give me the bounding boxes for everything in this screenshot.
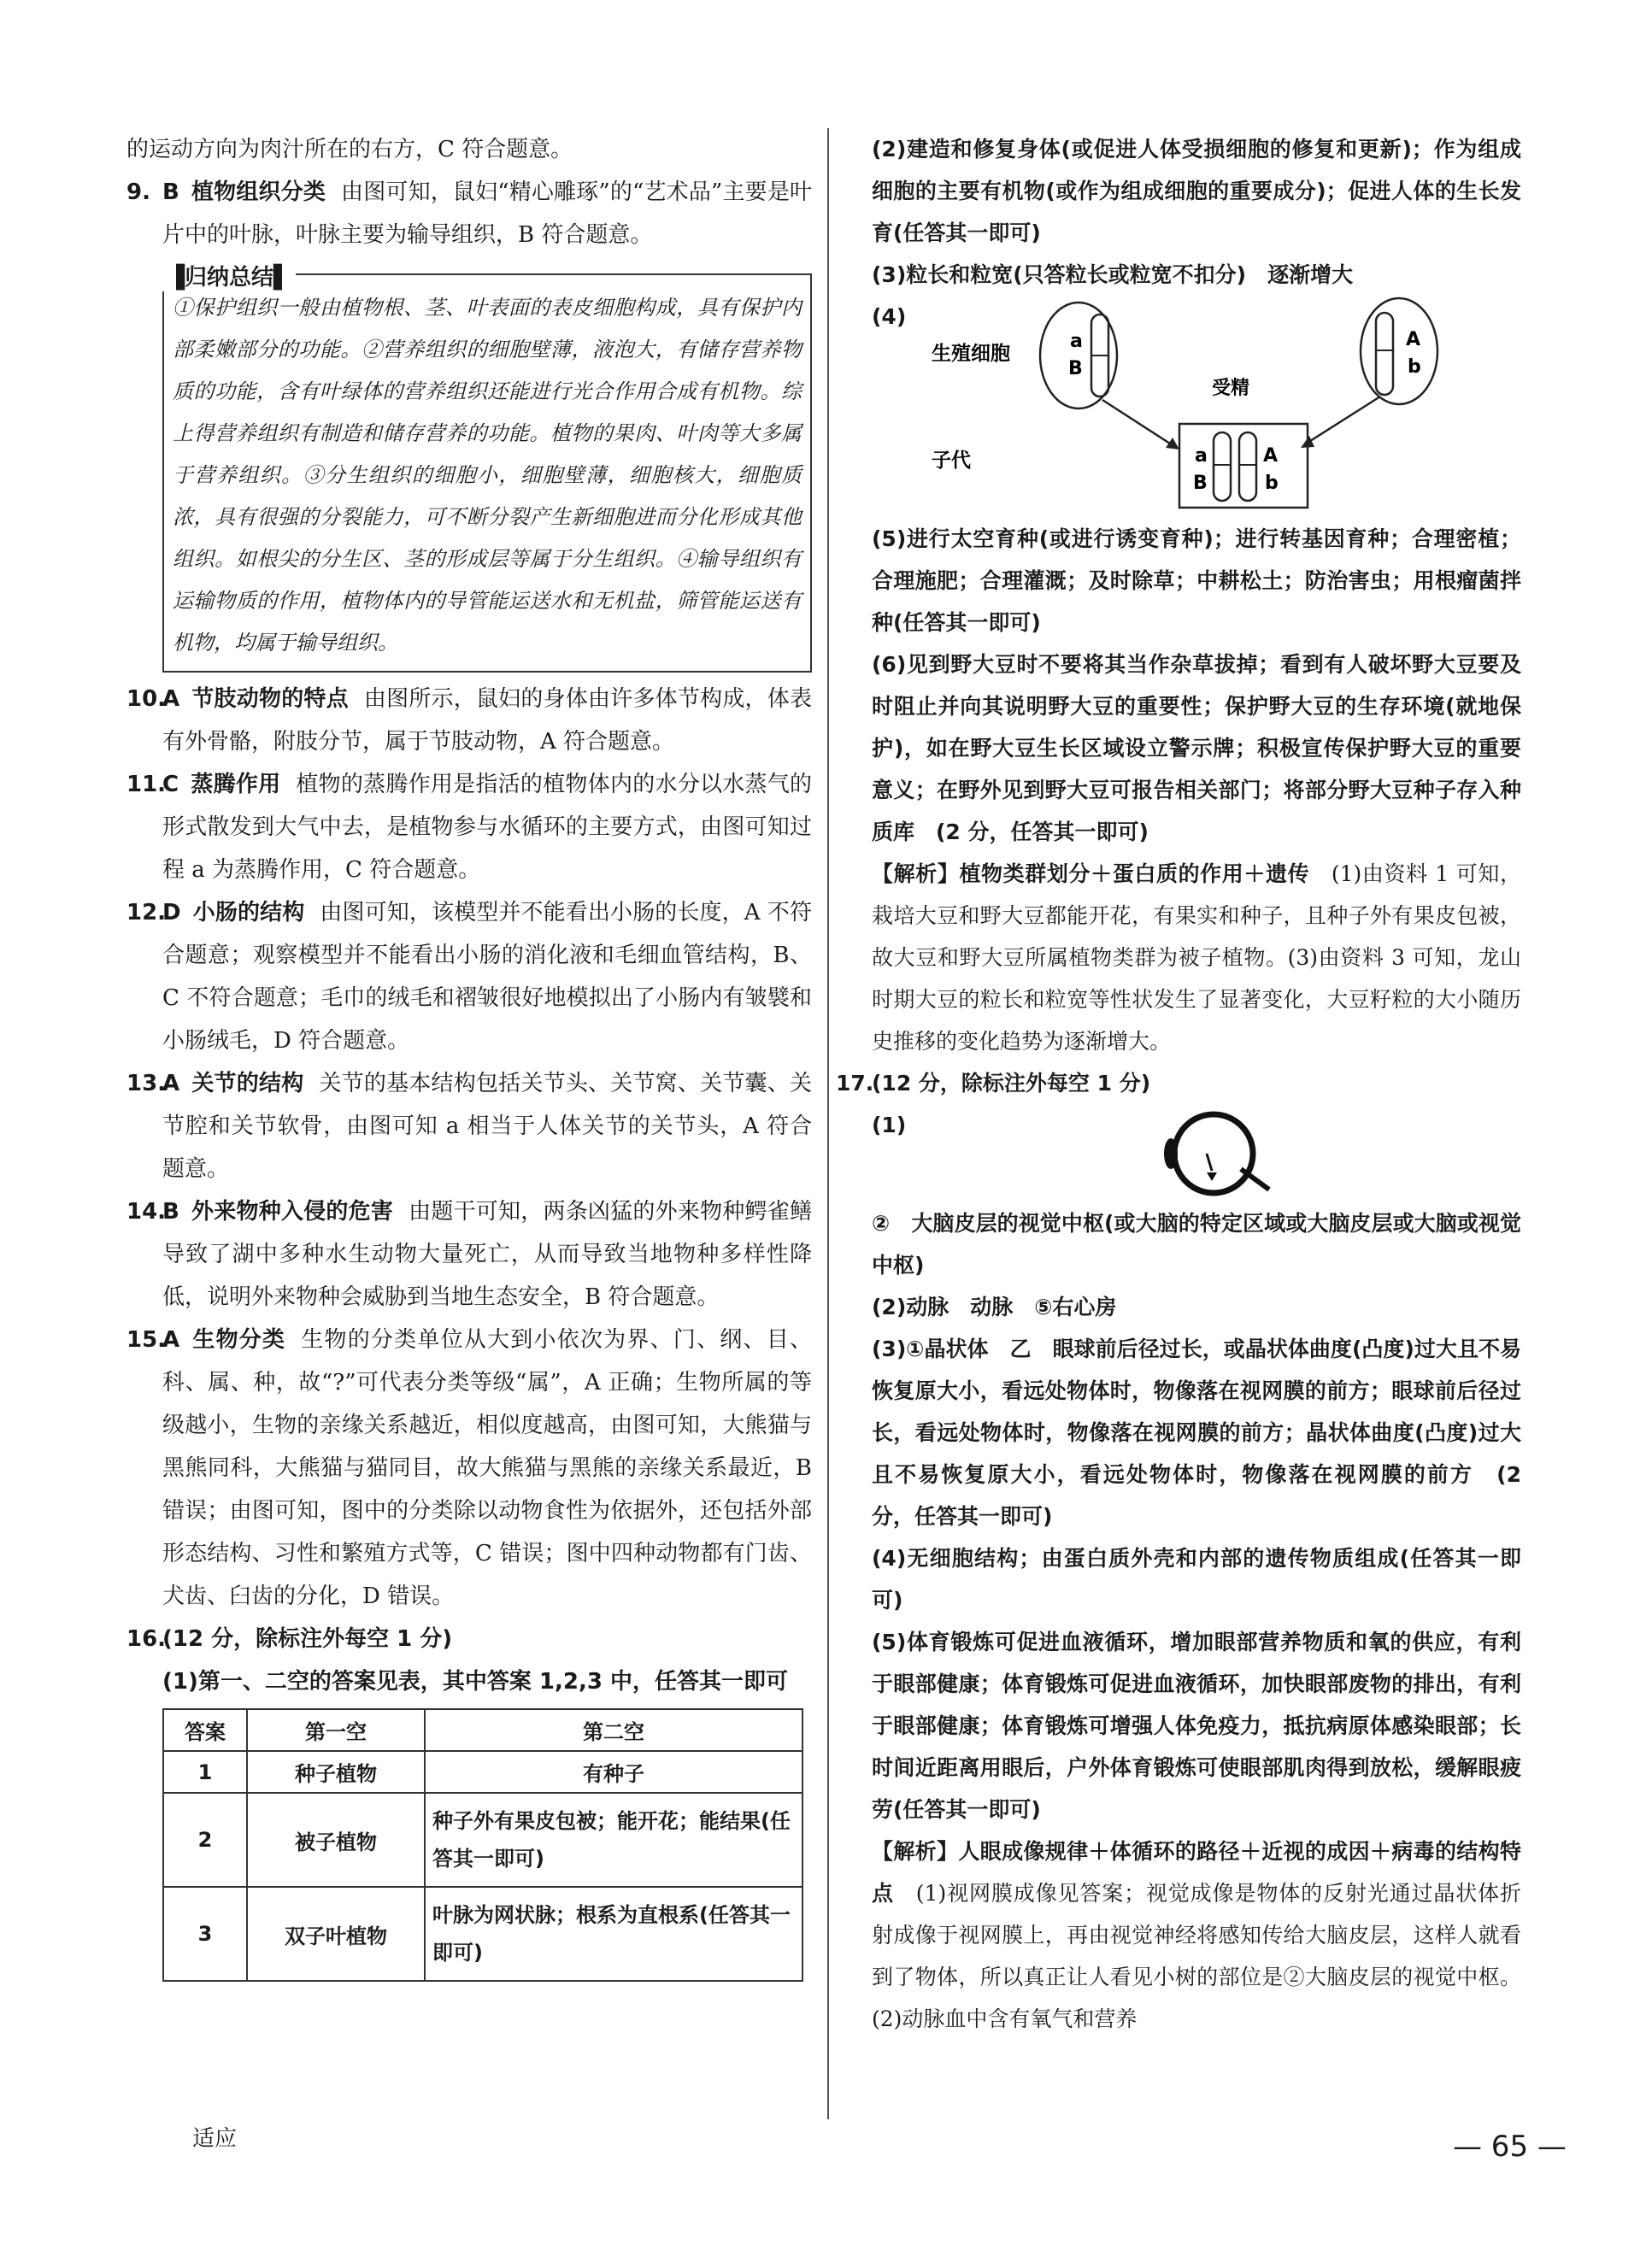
- summary-title-text: 归纳总结: [185, 265, 274, 291]
- q17-analysis-text: (1)视网膜成像见答案；视觉成像是物体的反射光通过晶状体折射成像于视网膜上，再由视觉神经将感知传给大脑皮层，这样人就看到了物体，所以真正让人看见小树的部位是②大脑皮层的视觉中枢。(2)动脉血中含有氧气和营养: [872, 1881, 1521, 2031]
- summary-title: ▐归纳总结▌: [162, 260, 296, 291]
- fertilization-label: 受精: [1212, 378, 1250, 399]
- table-cell: 叶脉为网状脉；根系为直根系(任答其一即可): [425, 1887, 802, 1981]
- q16-part5: (5)进行太空育种(或进行诱变育种)；进行转基因育种；合理密植；合理施肥；合理灌溉；及时除草；中耕松土；防治害虫；用根瘤菌拌种(任答其一即可): [872, 526, 1521, 635]
- q17-part1-label: (1): [872, 1113, 907, 1137]
- q10-number: 10.: [126, 686, 167, 712]
- q16-number: 16.: [126, 1626, 167, 1652]
- child-chromosome-2: [1239, 432, 1256, 501]
- q12-number: 12.: [126, 900, 167, 925]
- q9-text: 由图可知，鼠妇“精心雕琢”的“艺术品”主要是叶片中的叶脉，叶脉主要为输导组织，B 符合题意。: [162, 179, 812, 248]
- table-cell: 3: [163, 1887, 247, 1981]
- table-cell: 有种子: [425, 1751, 802, 1793]
- child-gene-left-1: a: [1195, 445, 1208, 467]
- q17-part3: (3)①晶状体 乙 眼球前后径过长，或晶状体曲度(凸度)过大且不易恢复原大小，看远处物体时，物像落在视网膜的前方；眼球前后径过长，看远处物体时，物像落在视网膜的前方；晶状体曲度(凸度)过大且不易恢复原大小，看远处物体时，物像落在视网膜的前方 (2 分，任答其一即可): [872, 1337, 1521, 1529]
- germ-cell-label: 生殖细胞: [932, 343, 1010, 365]
- table-cell: 1: [163, 1751, 247, 1793]
- question-14: [126, 1190, 812, 1319]
- q17-part2: (2)动脉 动脉 ⑤右心房: [872, 1295, 1117, 1319]
- question-16-head: [126, 1618, 812, 1660]
- table-header: 答案: [163, 1709, 247, 1751]
- table-header-row: [163, 1709, 802, 1751]
- eyeball-icon: [1174, 1114, 1253, 1193]
- q16-analysis-tag: 【解析】植物类群划分＋蛋白质的作用＋遗传: [872, 861, 1310, 886]
- q16-part4-label: (4): [872, 304, 907, 329]
- summary-text: ①保护组织一般由植物根、茎、叶表面的表皮细胞构成，具有保护内部柔嫩部分的功能。②营养组织的细胞壁薄，液泡大，有储存营养物质的功能，含有叶绿体的营养组织还能进行光合作用合成有机物。综上得营养组织有制造和储存营养的功能。植物的果肉、叶肉等大多属于营养组织。③分生组织的细胞小，细胞壁薄，细胞核大，细胞质浓，具有很强的分裂能力，可不断分裂产生新细胞进而分化形成其他组织。如根尖的分生区、茎的形成层等属于分生组织。④输导组织有运输物质的作用，植物体内的导管能运送水和无机盐，筛管能运送有机物，均属于输导组织。: [173, 296, 802, 655]
- table-header: 第一空: [247, 1709, 425, 1751]
- q15-answer: A: [162, 1327, 180, 1353]
- right-germ-cell: [1361, 298, 1437, 404]
- question-13: [126, 1062, 812, 1190]
- q9-number: 9.: [126, 179, 150, 205]
- q14-number: 14.: [126, 1199, 167, 1225]
- q14-text: 由题干可知，两条凶猛的外来物种鳄雀鳝导致了湖中多种水生动物大量死亡，从而导致当地物种多样性降低，说明外来物种会威胁到当地生态安全，B 符合题意。: [162, 1199, 812, 1310]
- q12-topic: 小肠的结构: [192, 900, 305, 925]
- eye-diagram: [872, 1104, 1521, 1202]
- right-arrow: [1308, 397, 1380, 443]
- q11-text: 植物的蒸腾作用是指活的植物体内的水分以水蒸气的形式散发到大气中去，是植物参与水循环的主要方式，由图可知过程 a 为蒸腾作用，C 符合题意。: [162, 772, 812, 883]
- q12-answer: D: [162, 900, 181, 925]
- table-row: [163, 1793, 802, 1887]
- page-number: — 65 —: [1453, 2130, 1567, 2164]
- question-15: [126, 1319, 812, 1618]
- table-row: [163, 1887, 802, 1981]
- q14-answer: B: [162, 1199, 179, 1225]
- question-12: [126, 891, 812, 1062]
- right-column: [836, 128, 1521, 2040]
- footer-word: 适应: [192, 2126, 238, 2152]
- q9-answer: B: [162, 179, 179, 205]
- q17-number: 17.: [836, 1071, 874, 1096]
- q15-topic: 生物分类: [191, 1327, 286, 1353]
- q17-analysis: [872, 1830, 1521, 2040]
- q13-text: 关节的基本结构包括关节头、关节窝、关节囊、关节腔和关节软骨，由图可知 a 相当于人体关节的关节头，A 符合题意。: [162, 1071, 812, 1182]
- table-header: 第二空: [425, 1709, 802, 1751]
- table-cell: 双子叶植物: [247, 1887, 425, 1981]
- q17-part1b: ② 大脑皮层的视觉中枢(或大脑的特定区域或大脑皮层或大脑或视觉中枢): [872, 1211, 1521, 1278]
- child-chromosome-1: [1214, 432, 1231, 501]
- child-gene-left-2: B: [1193, 473, 1208, 494]
- question-17-head: [836, 1062, 1521, 1104]
- q11-answer: C: [162, 772, 179, 797]
- q16-analysis: [872, 853, 1521, 1062]
- image-arrow-icon: [1207, 1154, 1212, 1171]
- q16-analysis-text: (1)由资料 1 可知，栽培大豆和野大豆都能开花，有果实和种子，且种子外有果皮包被，故大豆和野大豆所属植物类群为被子植物。(3)由资料 3 可知，龙山时期大豆的粒长和粒宽等性状发生了显著变化，大豆籽粒的大小随历史推移的变化趋势为逐渐增大。: [872, 861, 1521, 1054]
- q16-part6: (6)见到野大豆时不要将其当作杂草拔掉；看到有人破坏野大豆要及时阻止并向其说明野大豆的重要性；保护野大豆的生存环境(就地保护)，如在野大豆生长区域设立警示牌；积极宣传保护野大豆的重要意义；在野外见到野大豆可报告相关部门；将部分野大豆种子存入种质库 (2 分，任答其一即可): [872, 652, 1521, 844]
- q17-analysis-tag: 【解析】人眼成像规律＋体循环的路径＋近视的成因＋病毒的结构特点: [872, 1839, 1521, 1906]
- intro-text: 的运动方向为肉汁所在的右方，C 符合题意。: [126, 137, 573, 162]
- left-arrow: [1102, 400, 1173, 445]
- eye-figure-row: [872, 1104, 1521, 1202]
- table-cell: 种子植物: [247, 1751, 425, 1793]
- right-gene-a: A: [1406, 329, 1421, 350]
- child-gene-right-1: A: [1263, 445, 1279, 467]
- q9-topic: 植物组织分类: [191, 179, 326, 205]
- left-gene-a: a: [1070, 331, 1083, 352]
- q16-head-text: (12 分，除标注外每空 1 分): [162, 1626, 453, 1652]
- right-gene-b: b: [1408, 356, 1421, 378]
- q16-sub1: (1)第一、二空的答案见表，其中答案 1,2,3 中，任答其一即可: [162, 1669, 788, 1695]
- question-9: [126, 171, 812, 256]
- left-arrow-head: [1166, 438, 1179, 449]
- q13-topic: 关节的结构: [191, 1071, 304, 1096]
- q15-number: 15.: [126, 1327, 167, 1353]
- left-gene-b: B: [1068, 358, 1083, 379]
- right-chromosome: [1376, 313, 1393, 395]
- question-10: [126, 678, 812, 763]
- lens-icon: [1164, 1138, 1178, 1169]
- q16-part3: (3)粒长和粒宽(只答粒长或粒宽不扣分) 逐渐增大: [872, 262, 1354, 287]
- q13-number: 13.: [126, 1071, 167, 1096]
- left-column: [126, 128, 812, 1982]
- offspring-label: 子代: [932, 449, 971, 472]
- genetics-diagram: [872, 296, 1521, 509]
- q14-topic: 外来物种入侵的危害: [191, 1199, 394, 1225]
- q17-part4: (4)无细胞结构；由蛋白质外壳和内部的遗传物质组成(任答其一即可): [872, 1546, 1521, 1613]
- summary-box: [162, 265, 812, 673]
- table-cell: 种子外有果皮包被；能开花；能结果(任答其一即可): [425, 1793, 802, 1887]
- q17-head-text: (12 分，除标注外每空 1 分): [872, 1071, 1151, 1096]
- table-cell: 2: [163, 1793, 247, 1887]
- q10-answer: A: [162, 686, 180, 712]
- q10-text: 由图所示，鼠妇的身体由许多体节构成，体表有外骨骼，附肢分节，属于节肢动物，A 符合题意。: [162, 686, 812, 755]
- question-11: [126, 763, 812, 891]
- q11-number: 11.: [126, 772, 167, 797]
- answer-table: [162, 1708, 803, 1982]
- child-gene-right-2: b: [1265, 473, 1279, 494]
- fertilization-diagram: [872, 296, 1521, 509]
- table-cell: 被子植物: [247, 1793, 425, 1887]
- q17-part5: (5)体育锻炼可促进血液循环，增加眼部营养物质和氧的供应，有利于眼部健康；体育锻炼可促进血液循环，加快眼部废物的排出，有利于眼部健康；体育锻炼可增强人体免疫力，抵抗病原体感染眼部；长时间近距离用眼后，户外体育锻炼可使眼部肌肉得到放松，缓解眼疲劳(任答其一即可): [872, 1630, 1521, 1822]
- q12-text: 由图可知，该模型并不能看出小肠的长度，A 不符合题意；观察模型并不能看出小肠的消化液和毛细血管结构，B、C 不符合题意；毛巾的绒毛和褶皱很好地模拟出了小肠内有皱襞和小肠绒毛，D 符合题意。: [162, 900, 812, 1054]
- q10-topic: 节肢动物的特点: [191, 686, 349, 712]
- q13-answer: A: [162, 1071, 180, 1096]
- q11-topic: 蒸腾作用: [191, 772, 281, 797]
- column-divider: [827, 128, 829, 2119]
- q15-text: 生物的分类单位从大到小依次为界、门、纲、目、科、属、种，故“?”可代表分类等级“属”，A 正确；生物所属的等级越小，生物的亲缘关系越近，相似度越高，由图可知，大熊猫与黑熊同科，大熊猫与猫同目，故大熊猫与黑熊的亲缘关系最近，B 错误；由图可知，图中的分类除以动物食性为依据外，还包括外部形态结构、习性和繁殖方式等，C 错误；图中四种动物都有门齿、犬齿、臼齿的分化，D 错误。: [162, 1327, 812, 1609]
- q16-part2: (2)建造和修复身体(或促进人体受损细胞的修复和更新)；作为组成细胞的主要有机物(或作为组成细胞的重要成分)；促进人体的生长发育(任答其一即可): [872, 137, 1521, 245]
- image-arrow-head-icon: [1207, 1172, 1217, 1181]
- table-row: [163, 1751, 802, 1793]
